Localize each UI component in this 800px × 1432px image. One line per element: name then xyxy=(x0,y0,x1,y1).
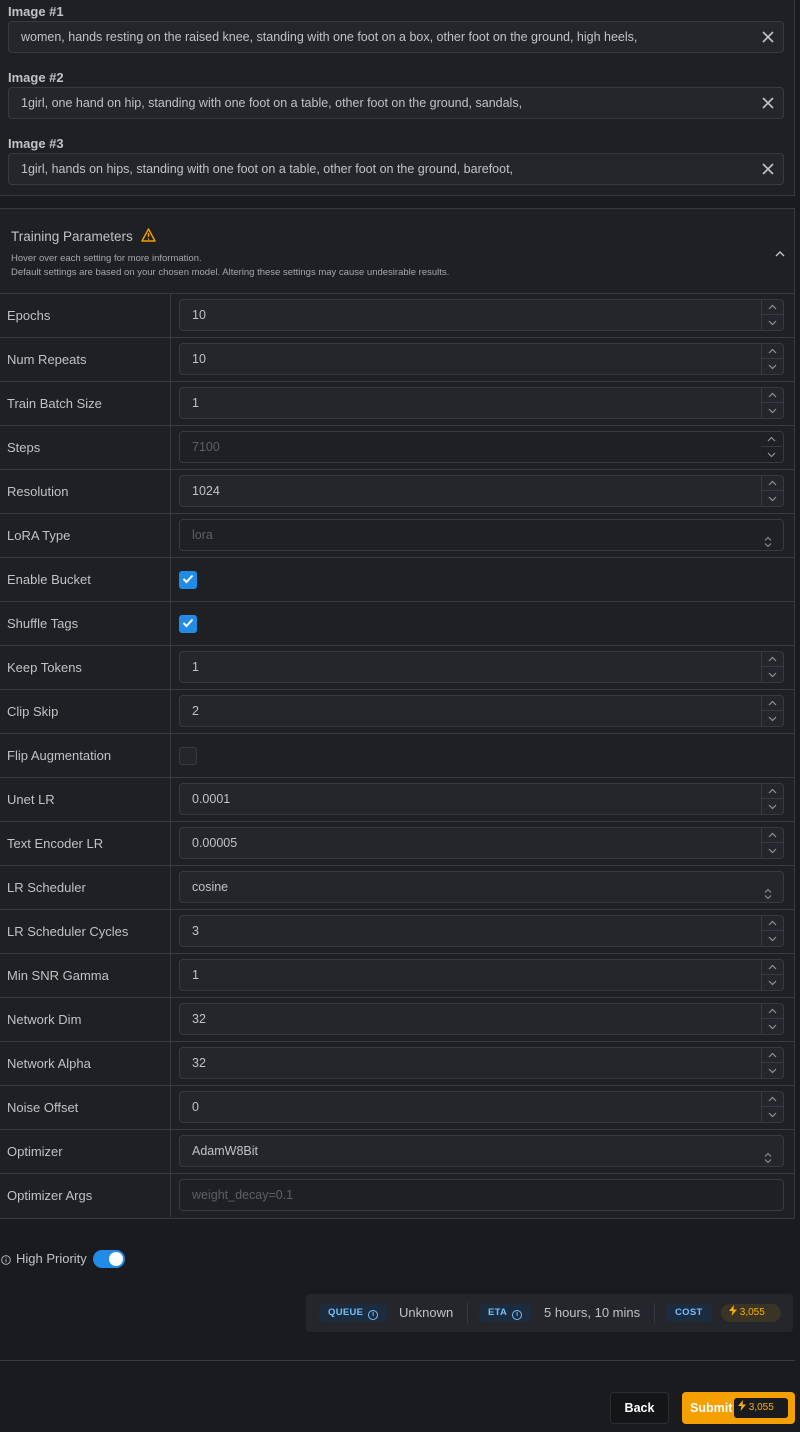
param-label-optimizer: Optimizer xyxy=(0,1130,171,1173)
epochs-input[interactable] xyxy=(179,299,784,331)
lora-type-input xyxy=(179,519,784,551)
param-label-epochs: Epochs xyxy=(0,294,171,337)
submit-cost-badge xyxy=(734,1398,788,1418)
clip-skip-input[interactable] xyxy=(179,695,784,727)
resolution-value: 1024 xyxy=(192,484,220,498)
queue-badge[interactable] xyxy=(319,1304,387,1322)
train-batch-size-value: 1 xyxy=(192,396,199,410)
optimizer-input[interactable] xyxy=(179,1135,784,1167)
submit-cost-value: 3,055 xyxy=(748,1402,774,1413)
train-batch-size-input[interactable] xyxy=(179,387,784,419)
param-label-clip-skip: Clip Skip xyxy=(0,690,171,733)
decrement-chevron-down-icon[interactable] xyxy=(762,491,783,506)
text-encoder-lr-value: 0.00005 xyxy=(192,836,238,850)
flip-augmentation-checkbox[interactable] xyxy=(179,747,197,765)
param-label-text-encoder-lr: Text Encoder LR xyxy=(0,822,171,865)
keep-tokens-input[interactable] xyxy=(179,651,784,683)
param-label-lr-scheduler: LR Scheduler xyxy=(0,866,171,909)
training-parameters-panel xyxy=(0,208,795,1219)
param-label-lr-scheduler-cycles: LR Scheduler Cycles xyxy=(0,910,171,953)
network-alpha-stepper xyxy=(761,1048,783,1078)
training-hint-defaults: Default settings are based on your chosen model. Altering these settings may cause undesirable results. xyxy=(11,267,450,278)
select-arrows-icon xyxy=(763,529,773,541)
back-button[interactable]: Back xyxy=(610,1392,669,1424)
increment-chevron-up-icon[interactable] xyxy=(762,1092,783,1107)
param-row-lora-type xyxy=(0,513,794,557)
param-row-optimizer xyxy=(0,1129,794,1173)
increment-chevron-up-icon[interactable] xyxy=(762,1004,783,1019)
resolution-stepper xyxy=(761,476,783,506)
decrement-chevron-down-icon[interactable] xyxy=(762,799,783,814)
lr-scheduler-cycles-value: 3 xyxy=(192,924,199,938)
decrement-chevron-down-icon xyxy=(761,447,782,462)
increment-chevron-up-icon[interactable] xyxy=(762,828,783,843)
training-parameters-title: Training Parameters xyxy=(11,229,133,244)
eta-info-icon: i xyxy=(512,1310,522,1320)
param-row-lr-scheduler xyxy=(0,865,794,909)
param-label-resolution: Resolution xyxy=(0,470,171,513)
decrement-chevron-down-icon[interactable] xyxy=(762,975,783,990)
job-status-bar xyxy=(306,1294,793,1332)
image-3-caption-text: 1girl, hands on hips, standing with one foot on a table, other foot on the ground, barefoot, xyxy=(21,162,514,176)
clear-caption-3-icon[interactable] xyxy=(761,162,775,176)
clear-caption-2-icon[interactable] xyxy=(761,96,775,110)
param-label-noise-offset: Noise Offset xyxy=(0,1086,171,1129)
param-row-lr-scheduler-cycles xyxy=(0,909,794,953)
queue-value: Unknown xyxy=(399,1305,454,1320)
divider xyxy=(467,1303,468,1323)
increment-chevron-up-icon[interactable] xyxy=(762,696,783,711)
param-label-train-batch-size: Train Batch Size xyxy=(0,382,171,425)
submit-button[interactable] xyxy=(682,1392,795,1424)
train-batch-size-stepper xyxy=(761,388,783,418)
num-repeats-stepper xyxy=(761,344,783,374)
checkmark-icon xyxy=(179,618,197,628)
image-3-caption-input[interactable] xyxy=(8,153,784,185)
noise-offset-input[interactable] xyxy=(179,1091,784,1123)
eta-badge-label: ETA xyxy=(488,1307,508,1318)
param-row-flip-augmentation xyxy=(0,733,794,777)
unet-lr-input[interactable] xyxy=(179,783,784,815)
clip-skip-value: 2 xyxy=(192,704,199,718)
param-row-network-dim xyxy=(0,997,794,1041)
increment-chevron-up-icon[interactable] xyxy=(762,784,783,799)
param-label-unet-lr: Unet LR xyxy=(0,778,171,821)
optimizer-args-value: weight_decay=0.1 xyxy=(192,1188,294,1202)
lightning-icon xyxy=(729,1305,737,1316)
clip-skip-stepper xyxy=(761,696,783,726)
unet-lr-value: 0.0001 xyxy=(192,792,231,806)
image-3-label: Image #3 xyxy=(8,136,64,151)
increment-chevron-up-icon[interactable] xyxy=(762,344,783,359)
decrement-chevron-down-icon[interactable] xyxy=(762,711,783,726)
param-label-enable-bucket: Enable Bucket xyxy=(0,558,171,601)
decrement-chevron-down-icon[interactable] xyxy=(762,1019,783,1034)
info-icon xyxy=(1,1253,11,1263)
network-alpha-value: 32 xyxy=(192,1056,206,1070)
increment-chevron-up-icon[interactable] xyxy=(762,960,783,975)
divider xyxy=(654,1303,655,1323)
lightning-icon xyxy=(738,1400,746,1411)
collapse-chevron-up-icon[interactable] xyxy=(774,245,786,253)
keep-tokens-value: 1 xyxy=(192,660,199,674)
param-row-epochs xyxy=(0,293,794,337)
param-row-shuffle-tags xyxy=(0,601,794,645)
param-label-min-snr-gamma: Min SNR Gamma xyxy=(0,954,171,997)
min-snr-gamma-input[interactable] xyxy=(179,959,784,991)
decrement-chevron-down-icon[interactable] xyxy=(762,843,783,858)
optimizer-value: AdamW8Bit xyxy=(192,1144,258,1158)
resolution-input[interactable] xyxy=(179,475,784,507)
high-priority-toggle[interactable] xyxy=(93,1250,125,1268)
steps-stepper xyxy=(761,432,783,462)
increment-chevron-up-icon xyxy=(761,432,782,447)
increment-chevron-up-icon[interactable] xyxy=(762,476,783,491)
submit-label: Submit xyxy=(690,1401,733,1415)
param-row-optimizer-args xyxy=(0,1173,794,1217)
cost-value: 3,055 xyxy=(739,1307,765,1318)
min-snr-gamma-stepper xyxy=(761,960,783,990)
param-label-shuffle-tags: Shuffle Tags xyxy=(0,602,171,645)
steps-input xyxy=(179,431,784,463)
warning-icon xyxy=(141,228,156,242)
param-label-keep-tokens: Keep Tokens xyxy=(0,646,171,689)
param-label-num-repeats: Num Repeats xyxy=(0,338,171,381)
checkmark-icon xyxy=(179,574,197,584)
param-label-flip-augmentation: Flip Augmentation xyxy=(0,734,171,777)
image-2-caption-input[interactable] xyxy=(8,87,784,119)
queue-info-icon: i xyxy=(368,1310,378,1320)
param-label-network-dim: Network Dim xyxy=(0,998,171,1041)
enable-bucket-checkbox[interactable] xyxy=(179,571,197,589)
param-label-network-alpha: Network Alpha xyxy=(0,1042,171,1085)
lr-scheduler-cycles-input[interactable] xyxy=(179,915,784,947)
network-dim-stepper xyxy=(761,1004,783,1034)
num-repeats-value: 10 xyxy=(192,352,206,366)
epochs-stepper xyxy=(761,300,783,330)
network-alpha-input[interactable] xyxy=(179,1047,784,1079)
param-row-resolution xyxy=(0,469,794,513)
unet-lr-stepper xyxy=(761,784,783,814)
image-2-label: Image #2 xyxy=(8,70,64,85)
text-encoder-lr-stepper xyxy=(761,828,783,858)
steps-value: 7100 xyxy=(192,440,220,454)
footer-divider xyxy=(0,1360,795,1361)
cost-pill xyxy=(721,1304,781,1322)
increment-chevron-up-icon[interactable] xyxy=(762,388,783,403)
toggle-knob xyxy=(109,1252,123,1266)
clear-caption-1-icon[interactable] xyxy=(761,30,775,44)
param-label-steps: Steps xyxy=(0,426,171,469)
min-snr-gamma-value: 1 xyxy=(192,968,199,982)
decrement-chevron-down-icon[interactable] xyxy=(762,403,783,418)
lr-scheduler-input[interactable] xyxy=(179,871,784,903)
param-row-text-encoder-lr xyxy=(0,821,794,865)
param-row-num-repeats xyxy=(0,337,794,381)
image-captions-section xyxy=(0,0,795,196)
noise-offset-value: 0 xyxy=(192,1100,199,1114)
select-arrows-icon xyxy=(763,881,773,893)
queue-badge-label: QUEUE xyxy=(328,1307,364,1318)
epochs-value: 10 xyxy=(192,308,206,322)
cost-badge: COST xyxy=(666,1304,712,1322)
image-1-caption-text: women, hands resting on the raised knee, standing with one foot on a box, other foot on the ground, high heels, xyxy=(21,30,638,44)
increment-chevron-up-icon[interactable] xyxy=(762,300,783,315)
high-priority-label: High Priority xyxy=(16,1251,87,1266)
lr-scheduler-value: cosine xyxy=(192,880,229,894)
lora-type-value: lora xyxy=(192,528,213,542)
image-2-caption-text: 1girl, one hand on hip, standing with one foot on a table, other foot on the ground, sandals, xyxy=(21,96,523,110)
lr-scheduler-cycles-stepper xyxy=(761,916,783,946)
decrement-chevron-down-icon[interactable] xyxy=(762,931,783,946)
param-row-network-alpha xyxy=(0,1041,794,1085)
image-1-label: Image #1 xyxy=(8,4,64,19)
image-1-caption-input[interactable] xyxy=(8,21,784,53)
increment-chevron-up-icon[interactable] xyxy=(762,652,783,667)
noise-offset-stepper xyxy=(761,1092,783,1122)
param-row-noise-offset xyxy=(0,1085,794,1129)
training-hint-hover: Hover over each setting for more information. xyxy=(11,253,202,264)
param-row-steps xyxy=(0,425,794,469)
param-row-train-batch-size xyxy=(0,381,794,425)
increment-chevron-up-icon[interactable] xyxy=(762,916,783,931)
decrement-chevron-down-icon[interactable] xyxy=(762,315,783,330)
decrement-chevron-down-icon[interactable] xyxy=(762,1063,783,1078)
param-row-enable-bucket xyxy=(0,557,794,601)
shuffle-tags-checkbox[interactable] xyxy=(179,615,197,633)
num-repeats-input[interactable] xyxy=(179,343,784,375)
optimizer-args-input[interactable] xyxy=(179,1179,784,1211)
decrement-chevron-down-icon[interactable] xyxy=(762,359,783,374)
keep-tokens-stepper xyxy=(761,652,783,682)
param-row-clip-skip xyxy=(0,689,794,733)
text-encoder-lr-input[interactable] xyxy=(179,827,784,859)
select-arrows-icon xyxy=(763,1145,773,1157)
decrement-chevron-down-icon[interactable] xyxy=(762,1107,783,1122)
param-row-min-snr-gamma xyxy=(0,953,794,997)
param-label-optimizer-args: Optimizer Args xyxy=(0,1174,171,1217)
eta-value: 5 hours, 10 mins xyxy=(544,1305,641,1320)
param-row-keep-tokens xyxy=(0,645,794,689)
network-dim-input[interactable] xyxy=(179,1003,784,1035)
increment-chevron-up-icon[interactable] xyxy=(762,1048,783,1063)
param-row-unet-lr xyxy=(0,777,794,821)
network-dim-value: 32 xyxy=(192,1012,206,1026)
param-label-lora-type: LoRA Type xyxy=(0,514,171,557)
decrement-chevron-down-icon[interactable] xyxy=(762,667,783,682)
eta-badge[interactable] xyxy=(479,1304,531,1322)
